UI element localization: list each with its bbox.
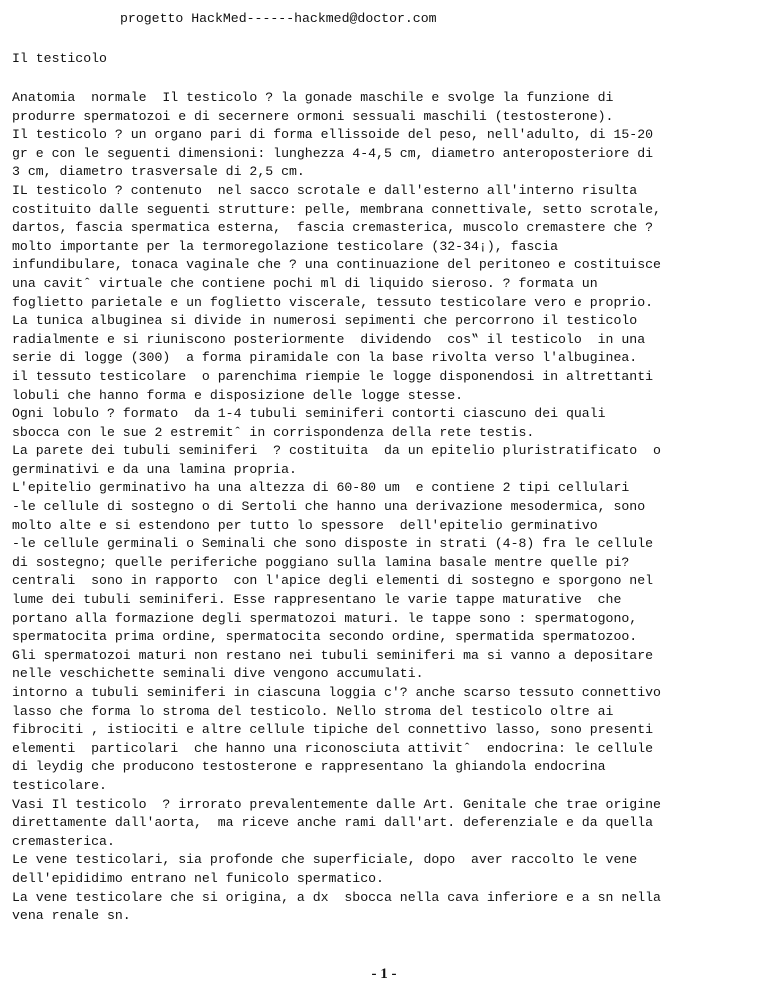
text-line: IL testicolo ? contenuto nel sacco scrotale e dall'esterno all'interno risulta: [12, 182, 638, 198]
text-line: serie di logge (300) a forma piramidale con la base rivolta verso l'albuginea.: [12, 350, 638, 366]
text-line: costituito dalle seguenti strutture: pelle, membrana connettivale, setto scrotale,: [12, 201, 661, 217]
text-line: gr e con le seguenti dimensioni: lunghezza 4-4,5 cm, diametro anteroposteriore di: [12, 145, 654, 161]
text-line: L'epitelio germinativo ha una altezza di 60-80 um e contiene 2 tipi cellulari: [12, 480, 630, 496]
text-line: lume dei tubuli seminiferi. Esse rappresentano le varie tappe maturative che: [12, 592, 622, 608]
text-line: Anatomia normale Il testicolo ? la gonade maschile e svolge la funzione di: [12, 90, 614, 105]
text-line: foglietto parietale e un foglietto viscerale, tessuto testicolare vero e proprio.: [12, 294, 654, 310]
text-line: Il testicolo ? un organo pari di forma ellissoide del peso, nell'adulto, di 15-20: [12, 127, 654, 143]
text-line: intorno a tubuli seminiferi in ciascuna loggia c'? anche scarso tessuto connettivo: [12, 685, 661, 700]
text-line: di sostegno; quelle periferiche poggiano sulla lamina basale mentre quelle pi?: [12, 554, 630, 570]
text-line: vena renale sn.: [12, 908, 131, 924]
text-line: cremasterica.: [12, 833, 115, 849]
text-line: La parete dei tubuli seminiferi ? costituita da un epitelio pluristratificato o: [12, 443, 661, 459]
text-line: il tessuto testicolare o parenchima riempie le logge disponendosi in altrettanti: [12, 368, 654, 384]
text-line: La tunica albuginea si divide in numerosi sepimenti che percorrono il testicolo: [12, 313, 638, 329]
text-line: dartos, fascia spermatica esterna, fascia cremasterica, muscolo cremastere che ?: [12, 220, 654, 236]
text-line: lasso che forma lo stroma del testicolo. Nello stroma del testicolo oltre ai: [12, 703, 614, 719]
text-line: lobuli che hanno forma e disposizione delle logge stesse.: [12, 387, 464, 403]
text-line: elementi particolari che hanno una riconosciuta attivitˆ endocrina: le cellule: [12, 740, 654, 756]
text-line: Gli spermatozoi maturi non restano nei tubuli seminiferi ma si vanno a depositare: [12, 647, 654, 663]
text-line: spermatocita prima ordine, spermatocita secondo ordine, spermatida spermatozoo.: [12, 629, 638, 645]
text-line: una cavitˆ virtuale che contiene pochi ml di liquido sieroso. ? formata un: [12, 275, 598, 291]
text-line: testicolare.: [12, 777, 107, 793]
header-line: progetto HackMed------hackmed@doctor.com: [120, 11, 437, 26]
text-line: Le vene testicolari, sia profonde che superficiale, dopo aver raccolto le vene: [12, 852, 638, 868]
text-line: infundibulare, tonaca vaginale che ? una continuazione del peritoneo e costituisce: [12, 257, 661, 273]
text-line: sbocca con le sue 2 estremitˆ in corrispondenza della rete testis.: [12, 424, 535, 440]
text-line: Ogni lobulo ? formato da 1-4 tubuli seminiferi contorti ciascuno dei quali: [12, 406, 606, 422]
text-line: radialmente e si riuniscono posteriormente dividendo cos‟ il testicolo in una: [12, 331, 646, 347]
text-line: 3 cm, diametro trasversale di 2,5 cm.: [12, 164, 305, 180]
text-line: -le cellule germinali o Seminali che sono disposte in strati (4-8) fra le cellule: [12, 536, 654, 552]
text-line: nelle veschichette seminali dive vengono accumulati.: [12, 666, 424, 682]
text-line: germinativi e da una lamina propria.: [12, 461, 297, 477]
document-title: Il testicolo: [12, 51, 107, 66]
text-line: -le cellule di sostegno o di Sertoli che hanno una derivazione mesodermica, sono: [12, 499, 646, 515]
text-line: molto importante per la termoregolazione testicolare (32-34¡), fascia: [12, 238, 559, 254]
text-line: La vene testicolare che si origina, a dx sbocca nella cava inferiore e a sn nella: [12, 889, 661, 905]
text-line: direttamente dall'aorta, ma riceve anche rami dall'art. deferenziale e da quella: [12, 815, 654, 831]
text-line: produrre spermatozoi e di secernere ormoni sessuali maschili (testosterone).: [12, 108, 614, 124]
text-line: di leydig che producono testosterone e rappresentano la ghiandola endocrina: [12, 759, 606, 775]
text-line: portano alla formazione degli spermatozoi maturi. le tappe sono : spermatogono,: [12, 610, 638, 626]
text-line: dell'epididimo entrano nel funicolo spermatico.: [12, 870, 384, 886]
text-line: molto alte e si estendono per tutto lo spessore dell'epitelio germinativo: [12, 517, 598, 533]
page-number: - 1 -: [371, 966, 397, 982]
text-line: fibrociti , istiociti e altre cellule tipiche del connettivo lasso, sono presenti: [12, 722, 654, 738]
text-line: Vasi Il testicolo ? irrorato prevalentemente dalle Art. Genitale che trae origine: [12, 796, 661, 812]
text-line: centrali sono in rapporto con l'apice degli elementi di sostegno e sporgono nel: [12, 573, 654, 589]
document-body: [12, 89, 661, 926]
